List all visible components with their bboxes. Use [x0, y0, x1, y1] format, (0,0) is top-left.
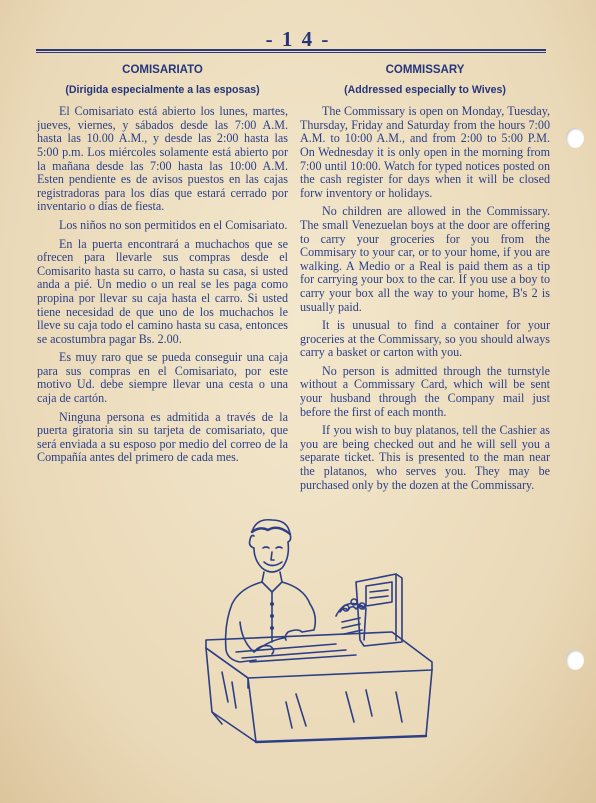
- spanish-column: [37, 64, 288, 470]
- header-rule: [36, 49, 546, 53]
- paragraph: No person is admitted through the turnstyle without a Commissary Card, which will be sent your husband through the Company mail just before the first of each month.: [300, 363, 550, 419]
- english-column: [300, 64, 550, 497]
- paragraph: The Commissary is open on Monday, Tuesday, Thursday, Friday and Saturday from the hours 7:00 A.M. to 10:00 A.M., and from 2:00 to 5:00 P.M. On Wednesday it is only open in the morning from 7:00 until 10:00. Watch for typed notices posted on the cash register for days when it will be closed forw inventory or holidays.: [300, 104, 550, 200]
- paragraph: El Comisariato está abierto los lunes, martes, jueves, viernes, y sábados desde las 7:00 A.M. hasta las 10.00 A.M., y desde las 2:00 hasta las 5:00 p.m. Los miércoles solamente está abierto por la mañana desde las 7:00 hasta las 10:00 A.M. Esten pendiente es de avisos puestos en las cajas registradoras para los días que estará cerrado por inventario o días de fiesta.: [37, 104, 288, 214]
- column-heading: COMISARIATO: [122, 64, 203, 76]
- page-number: - 1 4 -: [265, 27, 331, 51]
- paragraph: Es muy raro que se pueda conseguir una caja para sus compras en el Comisariato, por este motivo Ud. debe siempre llevar una cesta o una caja de cartón.: [37, 350, 288, 406]
- paragraph: No children are allowed in the Commissary. The small Venezuelan boys at the door are offering to carry your groceries for you from the Commisary to your car, or to your home, if you are walking. A Medio or a Real is paid them as a tip for carrying your box to the car. If you use a boy to carry your box all the way to your home, B's 2 is usually paid.: [300, 204, 550, 314]
- paragraph: Ninguna persona es admitida a través de la puerta giratoria sin su tarjeta de comisariato, que será enviada a su esposo por medio del correo de la Compañía antes del primero de cada mes.: [37, 409, 288, 465]
- paragraph: It is unusual to find a container for your groceries at the Commissary, so you should always carry a basket or carton with you.: [300, 318, 550, 360]
- column-subheading: (Dirigida especialmente a las esposas): [65, 83, 260, 96]
- paragraph: Los niños no son permitidos en el Comisariato.: [59, 217, 288, 232]
- column-heading: COMMISSARY: [385, 64, 465, 76]
- paragraph: En la puerta encontrará a muchachos que se ofrecen para llevarle sus compras desde el Comisarito hasta su carro, o hasta su casa, si usted anda a pié. Un medio o un real se les paga como propina por llevar su caja hasta el carro. Si usted tiene necesidad de que uno de los muchachos le lleve su caja todo el camino hasta su casa, entonces se acostumbra pagar Bs. 2.00.: [37, 236, 288, 346]
- cashier-illustration: [196, 512, 446, 757]
- punch-hole: [566, 650, 584, 670]
- column-subheading: (Addressed especially to Wives): [344, 83, 506, 96]
- punch-hole: [566, 128, 584, 148]
- paragraph: If you wish to buy platanos, tell the Cashier as you are being checked out and he will sell you a separate ticket. This is presented to the man near the platanos, who serves you. They may be purchased only by the dozen at the Commissary.: [300, 423, 550, 492]
